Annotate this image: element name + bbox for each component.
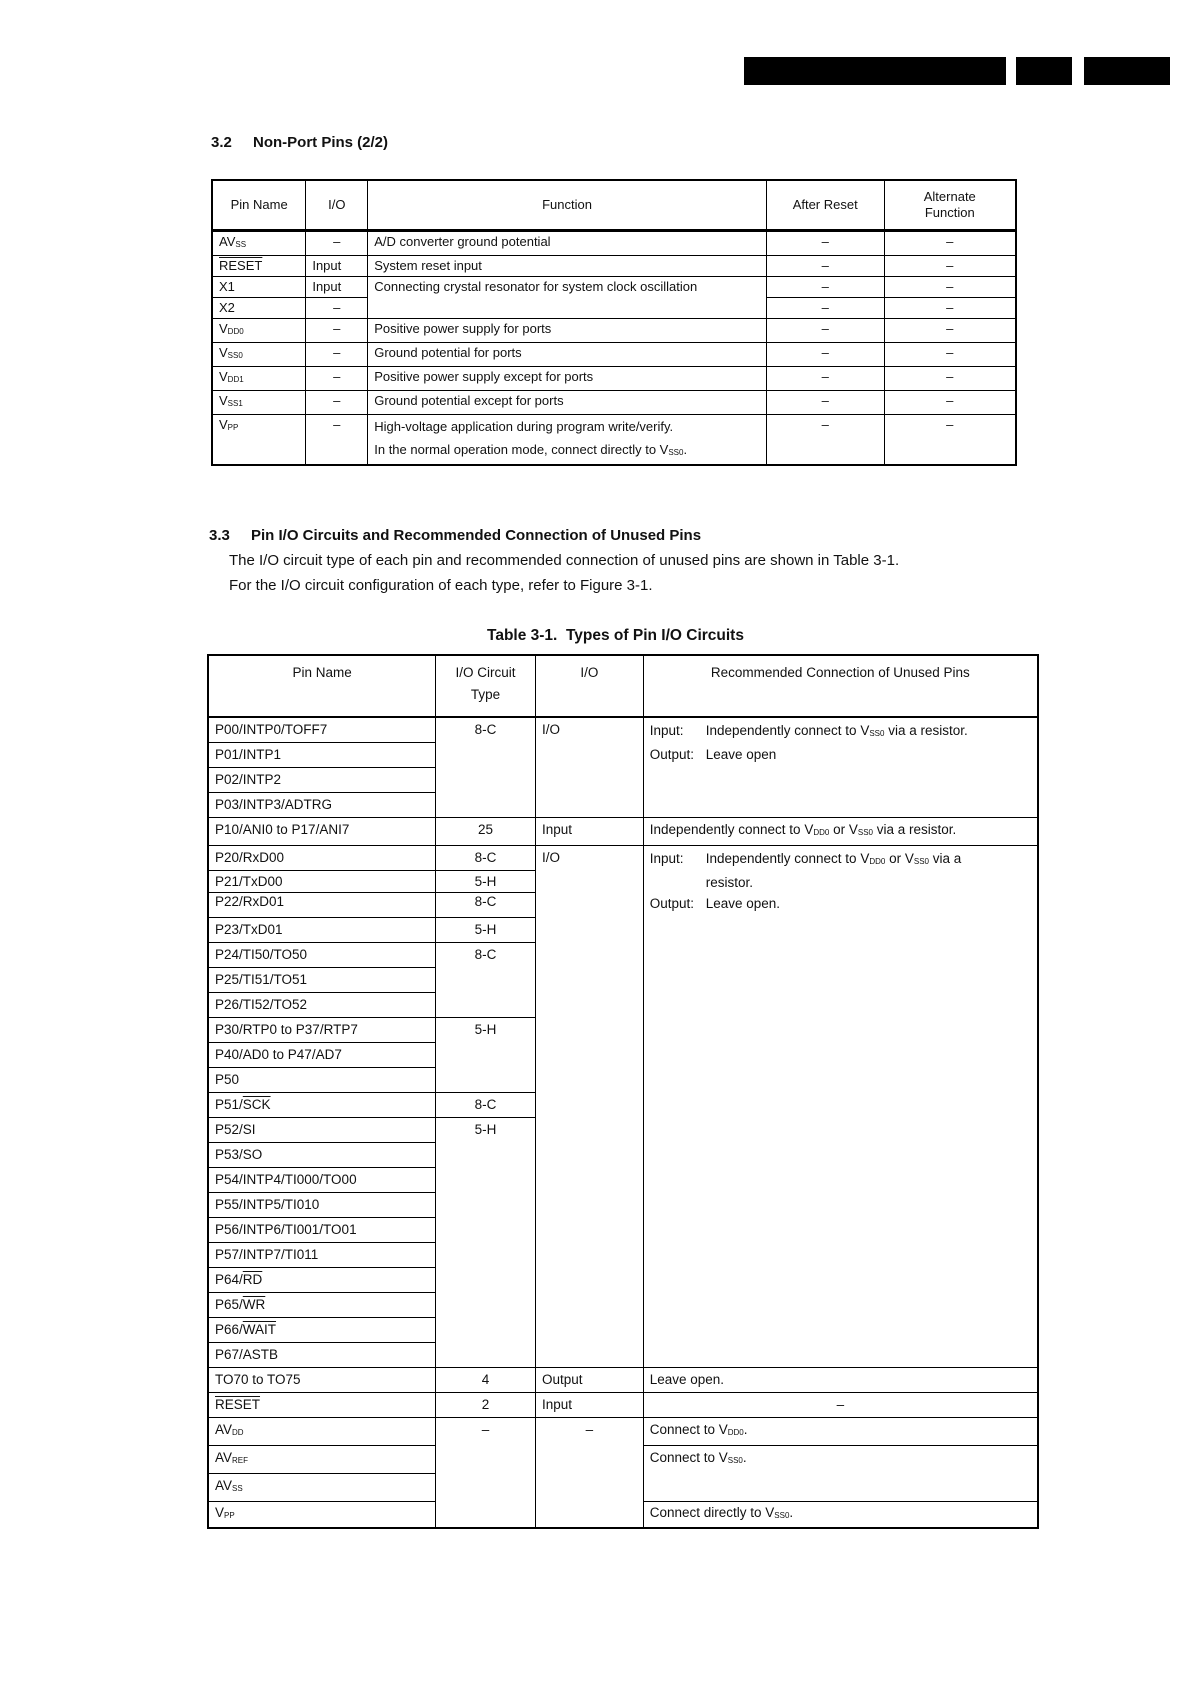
alternate-function: – [884, 319, 1016, 343]
pin-name: P67/ASTB [208, 1343, 436, 1368]
pin-name: P24/TI50/TO50 [208, 943, 436, 968]
table-row [212, 277, 1016, 298]
table-row [212, 231, 1016, 256]
pin-io: Input [306, 256, 368, 277]
pin-function: Positive power supply for ports [368, 319, 767, 343]
table-row [212, 367, 1016, 391]
col-header: Pin Name [208, 655, 436, 717]
col-header: I/O [535, 655, 643, 717]
pin-name: $AV_{REF}$ [208, 1446, 436, 1474]
alternate-function: – [884, 298, 1016, 319]
alternate-function: – [884, 343, 1016, 367]
circuit-type: 25 [436, 818, 536, 846]
pin-name: P30/RTP0 to P37/RTP7 [208, 1018, 436, 1043]
table-header-row [212, 180, 1016, 231]
alternate-function: – [884, 391, 1016, 415]
recommended-connection: Leave open. [643, 1368, 1038, 1393]
pin-name: $P65/\overline{WR}$ [208, 1293, 436, 1318]
pin-io: – [306, 298, 368, 319]
table-row [212, 415, 1016, 466]
after-reset: – [766, 298, 884, 319]
alternate-function: – [884, 231, 1016, 256]
circuit-type: 5-H [436, 871, 536, 893]
pin-function: High-voltage application during program write/verify. In the normal operation mode, connect directly to $V_{SS0}$. [368, 415, 767, 466]
pin-name: $V_{SS0}$ [212, 343, 306, 367]
pin-name: P54/INTP4/TI000/TO00 [208, 1168, 436, 1193]
pin-name: P66/WAIT [208, 1318, 436, 1343]
circuit-type: – [436, 1418, 536, 1529]
pin-io: Input [535, 1393, 643, 1418]
col-header: Alternate Function [884, 180, 1016, 231]
recommended-connection: – [643, 1393, 1038, 1418]
pin-function: Positive power supply except for ports [368, 367, 767, 391]
section-number: 3.3 [209, 527, 230, 544]
pin-name: P00/INTP0/TOFF7 [208, 717, 436, 743]
circuit-type: 8-C [436, 717, 536, 818]
pin-io: – [306, 343, 368, 367]
header-bar-3 [1084, 57, 1170, 85]
pin-io: Output [535, 1368, 643, 1393]
recommended-connection: Independently connect to $V_{DD0}$ or $V_{SS0}$ via a resistor. [643, 818, 1038, 846]
pin-name: P40/AD0 to P47/AD7 [208, 1043, 436, 1068]
col-header: Recommended Connection of Unused Pins [643, 655, 1038, 717]
pin-function: Ground potential for ports [368, 343, 767, 367]
recommended-connection: Connect to $V_{DD0}$. [643, 1418, 1038, 1446]
pin-io: – [306, 231, 368, 256]
pin-io: I/O [535, 717, 643, 818]
after-reset: – [766, 367, 884, 391]
pin-function: System reset input [368, 256, 767, 277]
pin-io: – [306, 391, 368, 415]
pin-io: I/O [535, 846, 643, 1368]
pin-name: $P64/\overline{RD}$ [208, 1268, 436, 1293]
pin-name: P20/RxD00 [208, 846, 436, 871]
col-header: Function [368, 180, 767, 231]
pin-name: P10/ANI0 to P17/ANI7 [208, 818, 436, 846]
pin-name: P53/SO [208, 1143, 436, 1168]
pin-function: Ground potential except for ports [368, 391, 767, 415]
circuit-type: 8-C [436, 893, 536, 918]
circuit-type: 5-H [436, 918, 536, 943]
circuit-type: 8-C [436, 943, 536, 1018]
section-number: 3.2 [211, 134, 232, 151]
table-row [208, 1393, 1038, 1418]
pin-name: X2 [212, 298, 306, 319]
after-reset: – [766, 256, 884, 277]
after-reset: – [766, 231, 884, 256]
pin-name: P26/TI52/TO52 [208, 993, 436, 1018]
pin-name: P23/TxD01 [208, 918, 436, 943]
col-header: After Reset [766, 180, 884, 231]
after-reset: – [766, 343, 884, 367]
pin-io: – [306, 319, 368, 343]
pin-name: RESET [208, 1393, 436, 1418]
table-caption: Table 3-1. Types of Pin I/O Circuits [487, 627, 744, 644]
table-row [208, 717, 1038, 743]
alternate-function: – [884, 415, 1016, 466]
pin-name: $V_{DD1}$ [212, 367, 306, 391]
table-header-row [208, 655, 1038, 717]
after-reset: – [766, 415, 884, 466]
recommended-connection: Input: Independently connect to $V_{DD0}$ or $V_{SS0}$ via a resistor. Output: Leave open. [643, 846, 1038, 1368]
table-row [212, 391, 1016, 415]
alternate-function: – [884, 367, 1016, 391]
pin-name: $V_{SS1}$ [212, 391, 306, 415]
table-row [212, 319, 1016, 343]
pin-io-circuit-table [207, 654, 1039, 1529]
pin-name: $V_{PP}$ [208, 1502, 436, 1529]
section-3-2-heading [211, 134, 388, 151]
section-title: Pin I/O Circuits and Recommended Connection of Unused Pins [251, 527, 702, 544]
table-row [208, 1418, 1038, 1446]
section-paragraph-1: The I/O circuit type of each pin and recommended connection of unused pins are shown in Table 3-1. [229, 552, 900, 569]
pin-name: P21/TxD00 [208, 871, 436, 893]
pin-name: P03/INTP3/ADTRG [208, 793, 436, 818]
pin-name: P55/INTP5/TI010 [208, 1193, 436, 1218]
pin-name: P57/INTP7/TI011 [208, 1243, 436, 1268]
pin-name: P22/RxD01 [208, 893, 436, 918]
pin-name: P01/INTP1 [208, 743, 436, 768]
pin-name: P02/INTP2 [208, 768, 436, 793]
table-row [208, 846, 1038, 871]
after-reset: – [766, 277, 884, 298]
pin-name: $AV_{SS}$ [212, 231, 306, 256]
recommended-connection: Connect to $V_{SS0}$. [643, 1446, 1038, 1502]
table-row [212, 343, 1016, 367]
pin-name: RESET [212, 256, 306, 277]
pin-name: P56/INTP6/TI001/TO01 [208, 1218, 436, 1243]
header-bar-2 [1016, 57, 1072, 85]
col-header: I/O [306, 180, 368, 231]
non-port-pins-table [211, 179, 1017, 466]
after-reset: – [766, 391, 884, 415]
after-reset: – [766, 319, 884, 343]
circuit-type: 2 [436, 1393, 536, 1418]
pin-function: Connecting crystal resonator for system clock oscillation [368, 277, 767, 319]
pin-io: – [535, 1418, 643, 1529]
section-paragraph-2: For the I/O circuit configuration of each type, refer to Figure 3-1. [229, 577, 653, 594]
pin-name: $AV_{DD}$ [208, 1418, 436, 1446]
pin-name: P50 [208, 1068, 436, 1093]
pin-function: A/D converter ground potential [368, 231, 767, 256]
recommended-connection: Input: Independently connect to $V_{SS0}$ via a resistor. Output: Leave open [643, 717, 1038, 818]
alternate-function: – [884, 256, 1016, 277]
header-bar-1 [744, 57, 1006, 85]
circuit-type: 8-C [436, 846, 536, 871]
table-row [208, 818, 1038, 846]
circuit-type: 8-C [436, 1093, 536, 1118]
circuit-type: 4 [436, 1368, 536, 1393]
circuit-type: 5-H [436, 1118, 536, 1368]
section-3-3-heading [209, 527, 701, 544]
col-header: Pin Name [212, 180, 306, 231]
section-title: Non-Port Pins (2/2) [253, 134, 389, 151]
pin-name: $V_{DD0}$ [212, 319, 306, 343]
pin-name: $AV_{SS}$ [208, 1474, 436, 1502]
pin-name: TO70 to TO75 [208, 1368, 436, 1393]
circuit-type: 5-H [436, 1018, 536, 1093]
recommended-connection: Connect directly to $V_{SS0}$. [643, 1502, 1038, 1529]
alternate-function: – [884, 277, 1016, 298]
pin-name: P25/TI51/TO51 [208, 968, 436, 993]
col-header: I/O Circuit Type [436, 655, 536, 717]
table-row [208, 1368, 1038, 1393]
pin-io: Input [535, 818, 643, 846]
pin-io: – [306, 415, 368, 466]
pin-name: P52/SI [208, 1118, 436, 1143]
pin-io: – [306, 367, 368, 391]
pin-name: $P51/\overline{SCK}$ [208, 1093, 436, 1118]
table-row [212, 256, 1016, 277]
pin-io: Input [306, 277, 368, 298]
pin-name: $V_{PP}$ [212, 415, 306, 466]
pin-name: X1 [212, 277, 306, 298]
